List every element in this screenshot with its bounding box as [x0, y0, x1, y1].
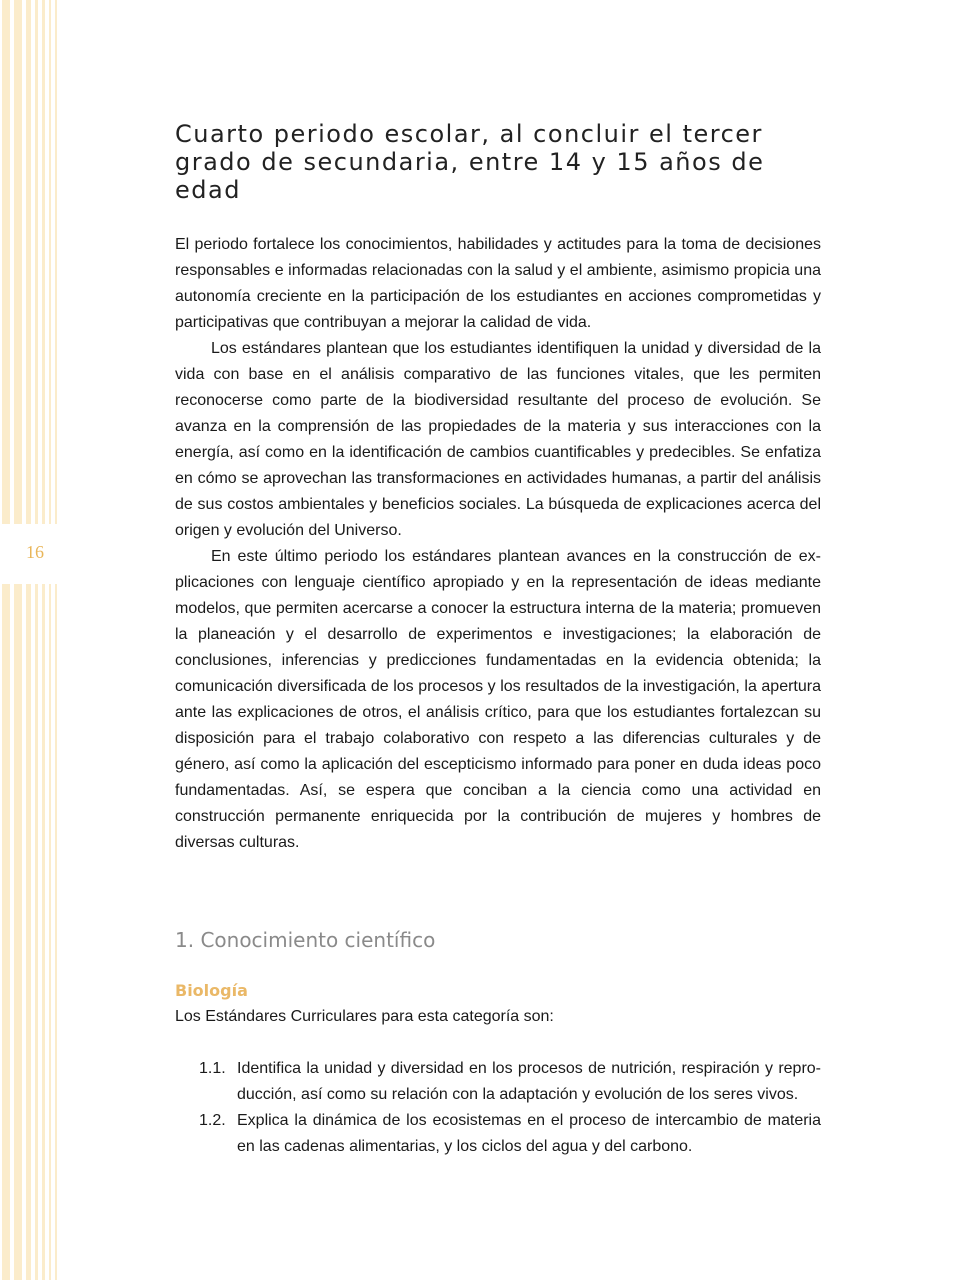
list-item-text: Identifica la unidad y diversidad en los procesos de nutrición, respiración y reproducción, así como su relación con la adaptación y evolución de los seres vivos. [237, 1060, 821, 1103]
list-item-number: 1.2. [199, 1112, 226, 1129]
paragraph: Los estándares plantean que los estudiantes identifiquen la unidad y diversidad de la vida con base en el análisis comparativo de las funciones vitales, que les permiten reconocerse como parte de la biodiversidad resultante del proceso de evolución. Se avanza en la comprensión de las propiedades de la materia y sus interacciones con la energía, así como en la identificación de cambios cuantificables y predecibles. Se enfatiza en cómo se aprovechan las transformaciones en actividades humanas, a partir del análisis de sus costos ambientales y beneficios sociales. La búsqueda de explicaciones acerca del origen y evolución del Universo. [175, 340, 821, 539]
body-text [175, 232, 821, 856]
page-number: 16 [26, 542, 44, 562]
stripe [2, 0, 10, 1280]
stripe [14, 0, 22, 1280]
stripe [35, 0, 38, 1280]
stripe [26, 0, 31, 1280]
margin-stripes [0, 0, 60, 1280]
section-intro: Los Estándares Curriculares para esta categoría son: [175, 1008, 554, 1025]
main-content [175, 120, 821, 1160]
list-item-text: Explica la dinámica de los ecosistemas en el proceso de intercambio de materia en las cadenas alimentarias, y los ciclos del agua y del carbono. [237, 1112, 821, 1155]
paragraph: El periodo fortalece los conocimientos, habilidades y actitudes para la toma de decisiones responsables e informadas relacionadas con la salud y el ambiente, asimismo propicia una autonomía creciente en la participación de los estudiantes en acciones comprometidas y participativas que contribuyan a mejorar la calidad de vida. [175, 236, 821, 331]
stripe [42, 0, 45, 1280]
standards-list [175, 1056, 821, 1160]
list-item-number: 1.1. [199, 1060, 226, 1077]
subheading-biologia: Biología [175, 981, 248, 1000]
page-title: Cuarto periodo escolar, al concluir el tercer grado de secundaria, entre 14 y 15 años de edad [175, 120, 765, 204]
stripe [49, 0, 51, 1280]
list-item [175, 1108, 821, 1160]
section-heading: 1. Conocimiento científico [175, 928, 436, 952]
list-item [175, 1056, 821, 1108]
paragraph: En este último periodo los estándares plantean avances en la construcción de explicaciones con lenguaje científico apropiado y en la representación de ideas mediante modelos, que permiten acercarse a conocer la estructura interna de la materia; promueven la planeación y el desarrollo de experimentos e investigaciones; la elaboración de conclusiones, inferencias y predicciones fundamentadas en la evidencia obtenida; la comunicación diversificada de los procesos y los resultados de la investigación, la apertura ante las explicaciones de otros, el análisis crítico, para que los estudiantes fortalezcan su disposición para el trabajo colaborativo con respeto a las diferencias culturales y de género, así como la aplicación del escepticismo informado para poner en duda ideas poco fundamentadas. Así, se espera que conciban a la ciencia como una actividad en construcción permanente enriquecida por la contribución de mujeres y hombres de diversas culturas. [175, 548, 821, 851]
stripe [55, 0, 57, 1280]
